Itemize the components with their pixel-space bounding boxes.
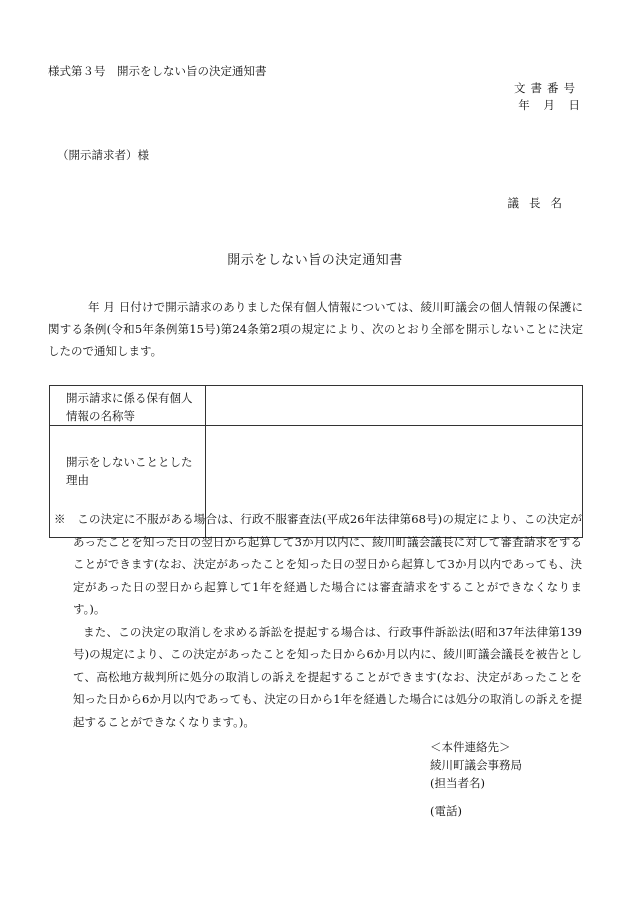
intro-paragraph: 年 月 日付けで開示請求のありました保有個人情報については、綾川町議会の個人情報の保護に関する条例(令和5年条例第15号)第24条第2項の規定により、次のとおり全部を開示しないことに決定したので通知します。 [48,300,583,358]
appeal-note-lawsuit: また、この決定の取消しを求める訴訟を提起する場合は、行政事件訴訟法(昭和37年法律第139号)の規定により、この決定があったことを知った日から6か月以内に、綾川町議会議長を被告として、高松地方裁判所に処分の取消しの訴えを提起することができます(なお、決定があったことを知った日から6か月以内であっても、決定の日から1年を経過した場合には処分の取消しの訴えを提起することができなくなります。)。 [73,624,583,729]
appeal-note-review: ※ この決定に不服がある場合は、行政不服審査法(平成26年法律第68号)の規定により、この決定があったことを知った日の翌日から起算して3か月以内に、綾川町議会議長に対して審査請求をすることができます(なお、決定があったことを知った日の翌日から起算して3か月以内であっても、決定があった日の翌日から起算して1年を経過した場合には審査請求をすることができなくなります。)。 [54,512,582,616]
document-date: 年 月 日 [518,98,580,112]
contact-office: 綾川町議会事務局 [430,758,522,772]
document-title: 開示をしない旨の決定通知書 [227,253,403,268]
addressee: （開示請求者）様 [57,148,149,162]
table-row-label: 開示をしないこととした理由 [50,426,206,538]
appeal-notes [54,508,582,733]
contact-phone: (電話) [430,804,462,818]
contact-block [430,738,522,820]
contact-heading: ＜本件連絡先＞ [430,740,511,754]
table-row-label: 開示請求に係る保有個人情報の名称等 [50,386,206,426]
table-row-value [206,386,583,426]
form-label: 様式第３号 開示をしない旨の決定通知書 [48,64,267,78]
table-row [50,386,583,426]
document-number: 文書番号 [514,81,580,95]
contact-person: (担当者名) [430,776,485,790]
issuer-name: 議長名 [507,196,572,210]
